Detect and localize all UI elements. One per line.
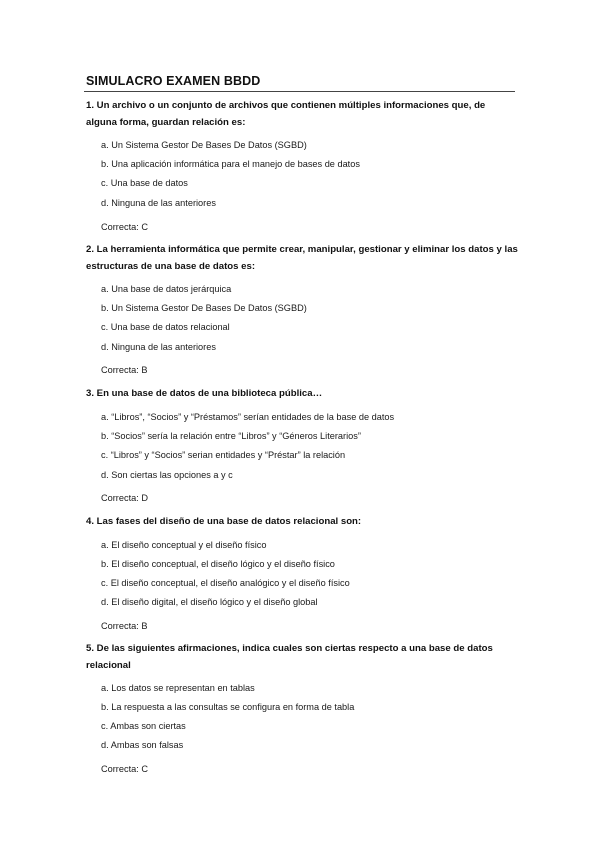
option-d: d. Son ciertas las opciones a y c (101, 470, 233, 480)
answer-value: C (141, 222, 148, 232)
question-1 (86, 98, 518, 232)
answer-label: Correcta: (101, 493, 142, 503)
option-c: c. Ambas son ciertas (101, 721, 186, 731)
option-a: a. El diseño conceptual y el diseño físico (101, 540, 267, 550)
answer-value: B (141, 621, 148, 631)
answer-value: B (141, 365, 148, 375)
option-a: a. Un Sistema Gestor De Bases De Datos (SGBD) (101, 140, 307, 150)
option-d: d. Ninguna de las anteriores (101, 198, 216, 208)
correct-answer (101, 763, 148, 775)
option-b: b. El diseño conceptual, el diseño lógico y el diseño físico (101, 559, 335, 569)
option-c: c. El diseño conceptual, el diseño analógico y el diseño físico (101, 578, 350, 588)
question-2 (86, 242, 518, 375)
option-d: d. Ninguna de las anteriores (101, 342, 216, 352)
question-text: 3. En una base de datos de una biblioteca pública… (86, 388, 323, 399)
option-d: d. El diseño digital, el diseño lógico y el diseño global (101, 597, 318, 607)
question-text: 4. Las fases del diseño de una base de datos relacional son: (86, 516, 362, 527)
correct-answer (101, 221, 148, 233)
option-d: d. Ambas son falsas (101, 740, 184, 750)
document-title: SIMULACRO EXAMEN BBDD (86, 74, 261, 88)
question-text: 5. De las siguientes afirmaciones, indica cuales son ciertas respecto a una base de datos relacional (86, 643, 493, 671)
correct-answer (101, 492, 148, 504)
question-5 (86, 641, 518, 774)
option-c: c. Una base de datos (101, 178, 188, 188)
question-text: 1. Un archivo o un conjunto de archivos que contienen múltiples informaciones que, de alguna forma, guardan relación es: (86, 100, 486, 128)
answer-value: C (141, 764, 148, 774)
option-b: b. Una aplicación informática para el manejo de bases de datos (101, 159, 360, 169)
correct-answer (101, 620, 147, 632)
answer-value: D (141, 493, 148, 503)
question-3 (86, 386, 518, 503)
option-b: b. La respuesta a las consultas se configura en forma de tabla (101, 702, 355, 712)
answer-label: Correcta: (101, 764, 142, 774)
answer-label: Correcta: (101, 222, 142, 232)
option-a: a. Los datos se representan en tablas (101, 683, 255, 693)
option-a: a. “Libros”, “Socios” y “Préstamos” serían entidades de la base de datos (101, 412, 395, 422)
answer-label: Correcta: (101, 621, 142, 631)
option-a: a. Una base de datos jerárquica (101, 284, 232, 294)
option-c: c. Una base de datos relacional (101, 322, 230, 332)
option-c: c. “Libros” y “Socios” serian entidades y “Préstar” la relación (101, 450, 346, 460)
question-4 (86, 514, 518, 631)
title-underline (84, 91, 515, 92)
answer-label: Correcta: (101, 365, 142, 375)
option-b: b. Un Sistema Gestor De Bases De Datos (SGBD) (101, 303, 307, 313)
correct-answer (101, 364, 147, 376)
question-text: 2. La herramienta informática que permite crear, manipular, gestionar y eliminar los datos y las estructuras de una base de datos es: (86, 244, 518, 272)
option-b: b. “Socios” sería la relación entre “Libros” y “Géneros Literarios” (101, 431, 361, 441)
